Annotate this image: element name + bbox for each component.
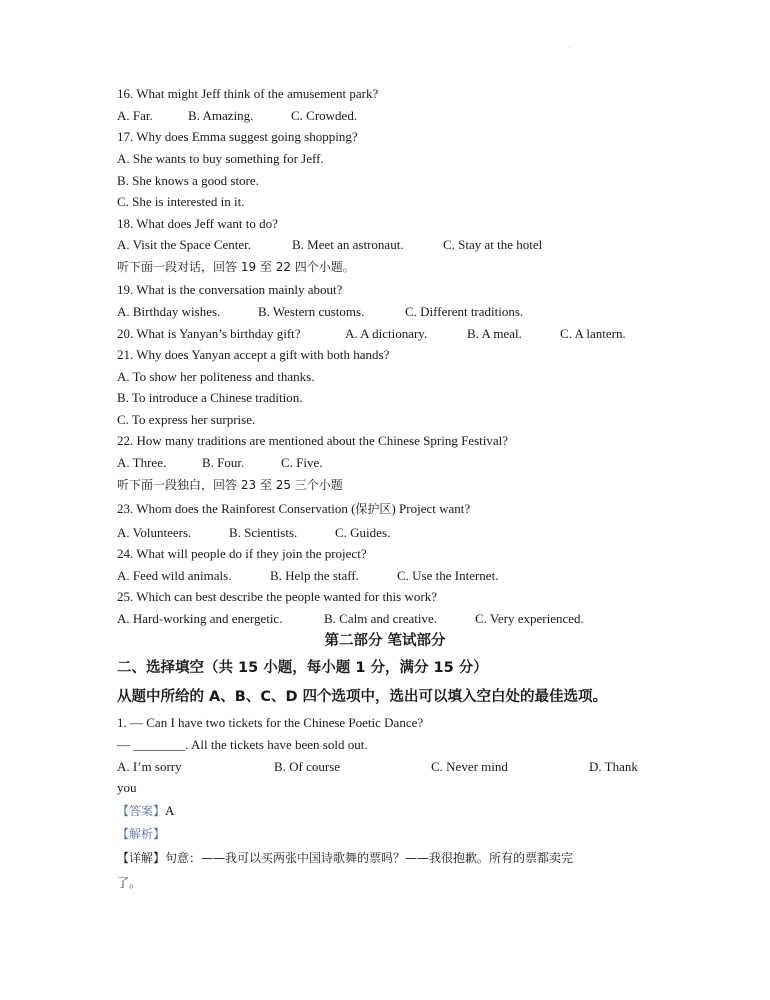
q22-option-c: C. Five. [281,455,323,470]
q21-option-b: B. To introduce a Chinese tradition. [117,390,303,405]
instruction-19-22: 听下面一段对话，回答 19 至 22 四个小题。 [117,260,355,274]
question-1-line1: 1. — Can I have two tickets for the Chinese Poetic Dance? [117,715,424,730]
detail-tag: 【详解】 [117,851,166,865]
question-25-stem: 25. Which can best describe the people wanted for this work? [117,589,437,604]
q17-option-a: A. She wants to buy something for Jeff. [117,151,324,166]
q25-option-a: A. Hard-working and energetic. [117,611,283,626]
q16-option-b: B. Amazing. [188,108,254,123]
q1-option-a: A. I’m sorry [117,759,182,774]
question-19-stem: 19. What is the conversation mainly about? [117,282,343,297]
part-two-title: 第二部分 笔试部分 [324,633,446,649]
section-instruction: 从题中所给的 A、B、C、D 四个选项中，选出可以填入空白处的最佳选项。 [117,689,608,705]
q1-option-c: C. Never mind [431,759,508,774]
q23-option-a: A. Volunteers. [117,525,192,540]
q25-option-b: B. Calm and creative. [324,611,437,626]
q23-stem-part2: ) Project want? [391,501,471,516]
q16-option-a: A. Far. [117,108,153,123]
detail-line-2: 了。 [117,876,142,890]
scan-speck [569,47,570,48]
answer-line [117,803,174,819]
q20-option-a: A. A dictionary. [345,326,428,341]
q21-option-a: A. To show her politeness and thanks. [117,369,315,384]
detail-line [117,850,573,866]
question-22-stem: 22. How many traditions are mentioned about the Chinese Spring Festival? [117,433,509,448]
q23-stem-chinese: 保护区 [355,502,392,516]
instruction-23-25: 听下面一段独白，回答 23 至 25 三个小题 [117,478,343,492]
question-21-stem: 21. Why does Yanyan accept a gift with both hands? [117,347,390,362]
q20-option-b: B. A meal. [467,326,522,341]
question-20-stem: 20. What is Yanyan’s birthday gift? [117,326,301,341]
question-17-stem: 17. Why does Emma suggest going shopping? [117,129,358,144]
analysis-tag: 【解析】 [117,827,166,841]
q24-option-a: A. Feed wild animals. [117,568,232,583]
q1-option-d-wrap: you [117,780,137,795]
q23-option-c: C. Guides. [335,525,391,540]
question-1-line2: — ________. All the tickets have been sold out. [117,737,368,752]
question-24-stem: 24. What will people do if they join the project? [117,546,367,561]
q21-option-c: C. To express her surprise. [117,412,256,427]
q17-option-c: C. She is interested in it. [117,194,245,209]
q23-stem-part1: 23. Whom does the Rainforest Conservation ( [117,501,356,516]
q19-option-b: B. Western customs. [258,304,365,319]
q24-option-b: B. Help the staff. [270,568,359,583]
answer-tag: 【答案】 [117,804,166,818]
q22-option-b: B. Four. [202,455,245,470]
detail-text: 句意：——我可以买两张中国诗歌舞的票吗？——我很抱歉。所有的票都卖完 [165,851,574,865]
q1-option-b: B. Of course [274,759,341,774]
q19-option-a: A. Birthday wishes. [117,304,221,319]
q1-option-d: D. Thank [589,759,638,774]
question-16-stem: 16. What might Jeff think of the amusement park? [117,86,379,101]
answer-value: A [165,803,175,818]
q16-option-c: C. Crowded. [291,108,358,123]
q18-option-c: C. Stay at the hotel [443,237,543,252]
q19-option-c: C. Different traditions. [405,304,524,319]
q18-option-b: B. Meet an astronaut. [292,237,404,252]
q18-option-a: A. Visit the Space Center. [117,237,252,252]
section-heading: 二、选择填空（共 15 小题，每小题 1 分，满分 15 分） [117,660,488,676]
q22-option-a: A. Three. [117,455,167,470]
question-18-stem: 18. What does Jeff want to do? [117,216,278,231]
q25-option-c: C. Very experienced. [475,611,584,626]
q20-option-c: C. A lantern. [560,326,626,341]
q23-option-b: B. Scientists. [229,525,298,540]
q24-option-c: C. Use the Internet. [397,568,499,583]
q17-option-b: B. She knows a good store. [117,173,259,188]
question-23-stem [117,501,470,517]
